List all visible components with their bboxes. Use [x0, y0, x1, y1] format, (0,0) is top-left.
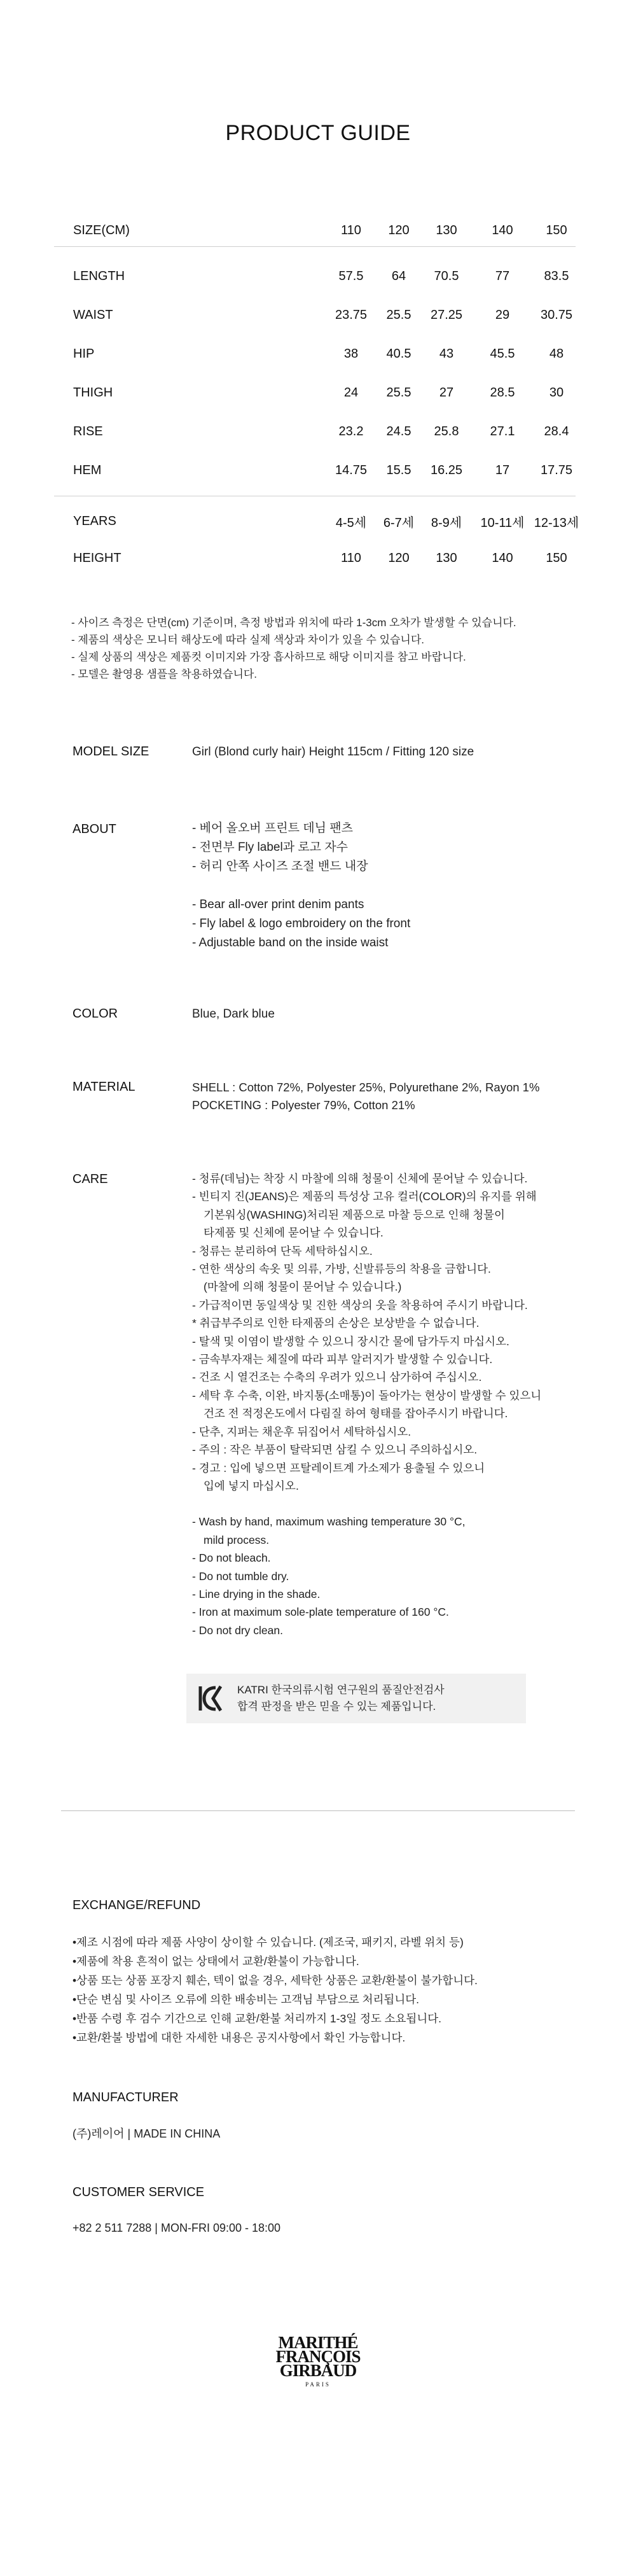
care-line: 입에 넣지 마십시오. [204, 1479, 299, 1492]
model-size-label: MODEL SIZE [73, 745, 149, 759]
size-header-cell: 150 [546, 223, 567, 237]
care-line: - 탈색 및 이염이 발생할 수 있으니 장시간 물에 담가두지 마십시오. [192, 1334, 509, 1348]
row-cell: 6-7세 [383, 515, 415, 530]
care-line: - Line drying in the shade. [192, 1587, 321, 1600]
note-line: - 실제 상품의 색상은 제품컷 이미지와 가장 흡사하므로 해당 이미지를 참고 바랍니다. [71, 651, 466, 663]
care-line: - Do not bleach. [192, 1551, 271, 1565]
row-cell: 25.5 [386, 308, 411, 322]
manufacturer-value: (주)레이어 | MADE IN CHINA [73, 2127, 221, 2140]
row-cell: 16.25 [430, 463, 463, 477]
care-line: - 세탁 후 수축, 이완, 바지통(소매통)이 돌아가는 현상이 발생할 수 있으니 [192, 1389, 542, 1402]
care-line: - Iron at maximum sole-plate temperature of 160 °C. [192, 1606, 449, 1619]
row-cell: 48 [549, 347, 564, 361]
care-line: (마찰에 의해 청물이 묻어날 수 있습니다.) [204, 1280, 402, 1294]
row-label: HEIGHT [73, 550, 121, 565]
row-label: WAIST [73, 308, 113, 322]
row-cell: 27 [439, 386, 454, 400]
care-line: - 청류는 분리하여 단독 세탁하십시오. [192, 1244, 373, 1257]
brand-logo [270, 2335, 366, 2388]
care-line: - 경고 : 입에 넣으면 프탈레이트계 가소제가 용출될 수 있으니 [192, 1461, 485, 1474]
row-cell: 23.75 [335, 308, 368, 322]
care-line: 건조 전 적정온도에서 다림질 하여 형태를 잡아주시기 바랍니다. [204, 1407, 508, 1420]
measurement-rows [57, 257, 579, 490]
row-cell: 150 [546, 550, 567, 565]
row-cell: 10-11세 [480, 515, 525, 530]
manufacturer-label: MANUFACTURER [73, 2090, 179, 2104]
care-line: - 건조 시 열건조는 수축의 우려가 있으니 삼가하여 주십시오. [192, 1371, 482, 1384]
row-cell: 64 [391, 269, 406, 283]
spacer [192, 1495, 541, 1513]
row-cell: 27.25 [430, 308, 463, 322]
row-cell: 4-5세 [335, 515, 367, 530]
table-row [57, 451, 579, 490]
about-line: - 허리 안쪽 사이즈 조절 밴드 내장 [192, 860, 368, 873]
table-row [57, 296, 579, 335]
size-header-label: SIZE(CM) [73, 223, 130, 237]
table-row [57, 257, 579, 296]
model-size-value: Girl (Blond curly hair) Height 115cm / Fitting 120 size [192, 745, 474, 759]
care-line: - 연한 색상의 속옷 및 의류, 가방, 신발류등의 착용을 금합니다. [192, 1263, 491, 1276]
row-cell: 17.75 [540, 463, 573, 477]
material-line: POCKETING : Polyester 79%, Cotton 21% [192, 1098, 415, 1112]
row-cell: 57.5 [338, 269, 364, 283]
care-line: - 가급적이면 동일색상 및 진한 색상의 옷을 착용하여 주시기 바랍니다. [192, 1298, 528, 1312]
age-rows [57, 503, 579, 577]
row-cell: 24.5 [386, 424, 411, 438]
note-line: - 모델은 촬영용 샘플을 착용하였습니다. [71, 668, 258, 680]
color-value: Blue, Dark blue [192, 1007, 275, 1021]
note-line: - 사이즈 측정은 단면(cm) 기준이며, 측정 방법과 위치에 따라 1-3cm 오차가 발생할 수 있습니다. [71, 617, 516, 629]
row-cell: 110 [341, 550, 361, 565]
page-title: PRODUCT GUIDE [225, 121, 411, 145]
row-cell: 77 [495, 269, 510, 283]
row-cell: 83.5 [544, 269, 569, 283]
size-header-cell: 120 [388, 223, 410, 237]
exchange-line: •제조 시점에 따라 제품 사양이 상이할 수 있습니다. (제조국, 패키지, 라벨 위치 등) [73, 1936, 464, 1949]
kc-certification-box [186, 1674, 526, 1723]
row-cell: 120 [388, 550, 410, 565]
exchange-line: •반품 수령 후 검수 기간으로 인해 교환/환불 처리까지 1-3일 정도 소요됩니다. [73, 2012, 442, 2025]
exchange-text [73, 1933, 478, 2047]
material-text [192, 1079, 539, 1114]
about-line: - 전면부 Fly label과 로고 자수 [192, 841, 349, 854]
row-label: HIP [73, 347, 95, 361]
row-cell: 28.4 [544, 424, 569, 438]
row-cell: 30 [549, 386, 564, 400]
care-line: - Wash by hand, maximum washing temperature 30 °C, [192, 1515, 466, 1529]
material-line: SHELL : Cotton 72%, Polyester 25%, Polyurethane 2%, Rayon 1% [192, 1081, 540, 1094]
care-line: - 빈티지 진(JEANS)은 제품의 특성상 고유 컬러(COLOR)의 유지를 위해 [192, 1190, 537, 1203]
kc-certification-icon [197, 1683, 225, 1714]
row-cell: 8-9세 [431, 515, 462, 530]
brand-line: MARITHÉ [278, 2333, 358, 2352]
row-cell: 25.8 [434, 424, 459, 438]
exchange-label: EXCHANGE/REFUND [73, 1898, 201, 1912]
row-cell: 130 [436, 550, 457, 565]
row-label: LENGTH [73, 269, 125, 283]
table-row [57, 540, 579, 577]
care-line: - Do not dry clean. [192, 1623, 283, 1637]
row-cell: 29 [495, 308, 510, 322]
table-row [57, 335, 579, 374]
care-line: - 단추, 지퍼는 채운후 뒤집어서 세탁하십시오. [192, 1425, 411, 1438]
row-label: YEARS [73, 514, 116, 528]
care-text [192, 1170, 541, 1639]
about-line: - Fly label & logo embroidery on the front [192, 917, 411, 930]
row-cell: 30.75 [540, 308, 573, 322]
about-label: ABOUT [73, 822, 116, 836]
exchange-line: •상품 또는 상품 포장지 훼손, 텍이 없을 경우, 세탁한 상품은 교환/환불이 불가합니다. [73, 1974, 478, 1987]
brand-sub: PARIS [305, 2381, 331, 2388]
care-line: - 금속부자재는 체질에 따라 피부 알러지가 발생할 수 있습니다. [192, 1353, 493, 1366]
row-cell: 14.75 [335, 463, 368, 477]
about-line: - Bear all-over print denim pants [192, 898, 364, 911]
section-divider [61, 1810, 575, 1811]
row-cell: 140 [492, 550, 513, 565]
row-cell: 27.1 [490, 424, 515, 438]
row-label: THIGH [73, 386, 113, 400]
row-cell: 40.5 [386, 347, 411, 361]
spacer [192, 876, 410, 895]
customer-service-label: CUSTOMER SERVICE [73, 2185, 205, 2199]
row-cell: 17 [495, 463, 510, 477]
row-label: RISE [73, 424, 103, 438]
row-cell: 43 [439, 347, 454, 361]
row-cell: 24 [343, 386, 359, 400]
table-row [57, 374, 579, 412]
care-line: mild process. [204, 1533, 270, 1546]
kc-line: 합격 판정을 받은 믿을 수 있는 제품입니다. [237, 1700, 436, 1712]
row-cell: 38 [343, 347, 359, 361]
color-label: COLOR [73, 1007, 118, 1021]
row-cell: 23.2 [338, 424, 364, 438]
size-header-row [57, 216, 579, 244]
care-line: 기본워싱(WASHING)처리된 제품으로 마찰 등으로 인해 청물이 [204, 1208, 505, 1221]
table-row [57, 503, 579, 540]
row-cell: 70.5 [434, 269, 459, 283]
table-row [57, 412, 579, 451]
about-line: - Adjustable band on the inside waist [192, 936, 389, 949]
row-cell: 25.5 [386, 386, 411, 400]
size-header-cell: 110 [341, 223, 361, 237]
care-line: 타제품 및 신체에 묻어날 수 있습니다. [204, 1226, 384, 1240]
size-header-cell: 130 [436, 223, 457, 237]
care-line: * 취급부주의로 인한 타제품의 손상은 보상받을 수 없습니다. [192, 1317, 480, 1330]
row-label: HEM [73, 463, 102, 477]
row-cell: 28.5 [490, 386, 515, 400]
care-line: - Do not tumble dry. [192, 1569, 289, 1583]
care-label: CARE [73, 1172, 108, 1186]
size-notes [71, 614, 516, 683]
material-label: MATERIAL [73, 1080, 135, 1094]
brand-line: GIRBAUD [279, 2361, 357, 2380]
care-line: - 청류(데님)는 착장 시 마찰에 의해 청물이 신체에 묻어날 수 있습니다. [192, 1172, 528, 1185]
exchange-line: •단순 변심 및 사이즈 오류에 의한 배송비는 고객님 부담으로 처리됩니다. [73, 1993, 419, 2006]
kc-text [237, 1682, 445, 1715]
row-cell: 12-13세 [534, 515, 579, 530]
row-cell: 15.5 [386, 463, 411, 477]
exchange-line: •교환/환불 방법에 대한 자세한 내용은 공지사항에서 확인 가능합니다. [73, 2031, 406, 2044]
care-line: - 주의 : 작은 부품이 탈락되면 삼킬 수 있으니 주의하십시오. [192, 1443, 478, 1457]
size-header-cell: 140 [492, 223, 513, 237]
brand-line: FRANÇOIS [275, 2347, 361, 2366]
row-cell: 45.5 [490, 347, 515, 361]
exchange-line: •제품에 착용 흔적이 없는 상태에서 교환/환불이 가능합니다. [73, 1955, 359, 1968]
kc-line: KATRI 한국의류시험 연구원의 품질안전검사 [237, 1684, 445, 1696]
table-divider [54, 246, 576, 247]
about-line: - 베어 올오버 프린트 데님 팬츠 [192, 822, 353, 835]
note-line: - 제품의 색상은 모니터 해상도에 따라 실제 색상과 차이가 있을 수 있습니다. [71, 634, 424, 646]
about-text [192, 819, 410, 953]
customer-service-value: +82 2 511 7288 | MON-FRI 09:00 - 18:00 [73, 2222, 281, 2234]
